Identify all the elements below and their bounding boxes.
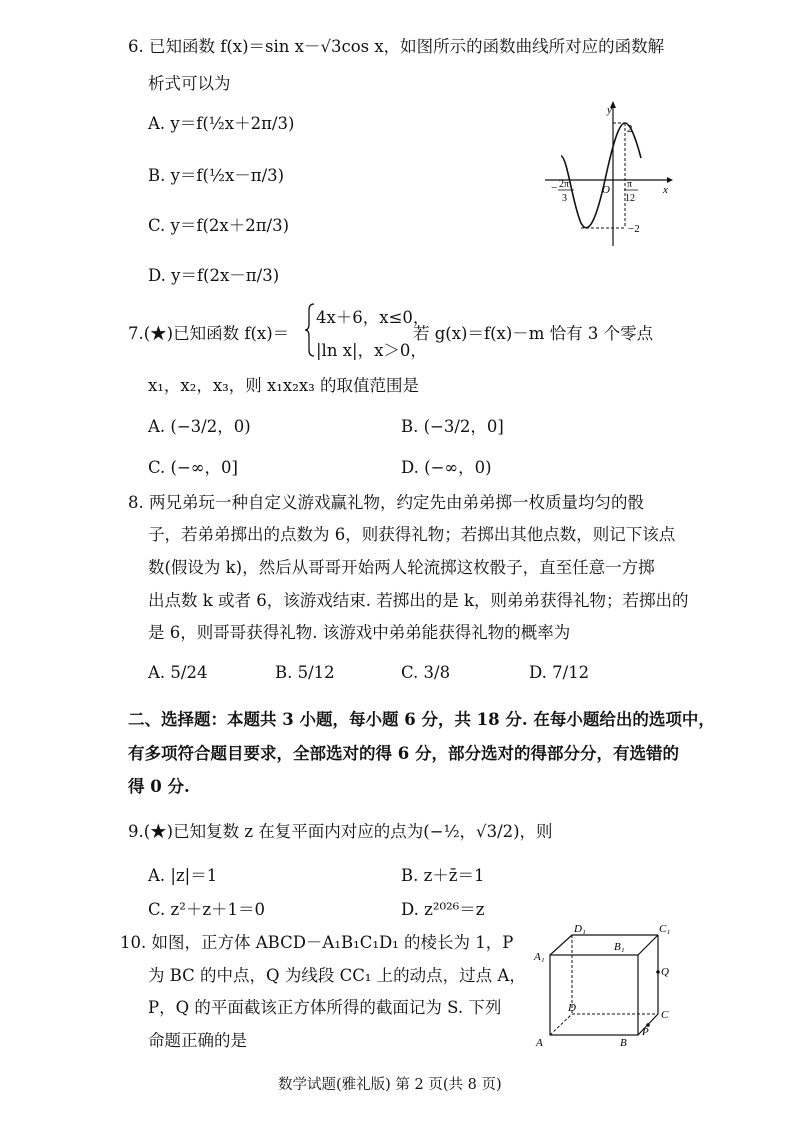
x-axis-label: x (663, 184, 668, 196)
q8-option-b: B. 5/12 (275, 663, 335, 682)
q6-stem-line2: 析式可以为 (148, 74, 231, 93)
y-max-label: 2 (627, 123, 633, 135)
q6-option-c: C. y＝f(2x＋2π/3) (148, 216, 290, 235)
x-right-numerator: π (627, 179, 633, 190)
x-left-denominator: 3 (562, 193, 567, 204)
label-p: P (642, 1026, 649, 1038)
label-b: B (620, 1037, 627, 1049)
q9-option-c: C. z²＋z＋1＝0 (148, 900, 266, 919)
section-2-line3: 得 0 分. (128, 777, 190, 796)
q8-stem-line3: 数(假设为 k)，然后从哥哥开始两人轮流掷这枚骰子，直至任意一方掷 (148, 558, 655, 577)
q7-option-d: D. (−∞，0) (401, 458, 492, 477)
hidden-edge-ad (550, 1014, 572, 1035)
q6-stem-line1: 6. 已知函数 f(x)＝sin x－√3cos x，如图所示的函数曲线所对应的函数解 (128, 37, 665, 56)
section-2-line2: 有多项符合题目要求，全部选对的得 6 分，部分选对的得部分分，有选错的 (128, 744, 679, 763)
q7-option-b: B. (−3/2，0] (401, 417, 504, 436)
q7-stem-line2: x₁，x₂，x₃，则 x₁x₂x₃ 的取值范围是 (148, 376, 420, 395)
label-c1: C₁ (659, 923, 671, 935)
label-c: C (661, 1009, 669, 1021)
label-q: Q (661, 966, 669, 978)
q6-option-b: B. y＝f(½x－π/3) (148, 166, 285, 185)
section-2-line1: 二、选择题：本题共 3 小题，每小题 6 分，共 18 分. 在每小题给出的选项中， (128, 710, 715, 729)
y-min-label: −2 (628, 223, 640, 235)
point-q (656, 970, 660, 974)
sine-curve (561, 123, 641, 228)
q10-stem-line3: P，Q 的平面截该正方体所得的截面记为 S. 下列 (148, 998, 502, 1017)
label-d1: D₁ (574, 923, 586, 935)
label-d: D (568, 1002, 576, 1014)
q8-stem-line2: 子，若弟弟掷出的点数为 6，则获得礼物；若掷出其他点数，则记下该点 (148, 525, 676, 544)
x-left-numerator: 2π (559, 179, 570, 190)
q10-stem-line1: 10. 如图，正方体 ABCD－A₁B₁C₁D₁ 的棱长为 1，P (120, 933, 514, 952)
x-left-minus: − (551, 182, 558, 194)
q9-option-a: A. |z|＝1 (148, 866, 218, 885)
y-axis-label: y (607, 104, 612, 116)
q9-option-d: D. z²⁰²⁶＝z (401, 900, 485, 919)
q8-stem-line5: 是 6，则哥哥获得礼物. 该游戏中弟弟能获得礼物的概率为 (148, 623, 571, 642)
label-a: A (536, 1037, 543, 1049)
q9-stem: 9.(★)已知复数 z 在复平面内对应的点为(−½，√3/2)，则 (128, 822, 553, 841)
q6-sine-graph (545, 98, 675, 248)
q8-stem-line4: 出点数 k 或者 6，该游戏结束. 若掷出的是 k，则弟弟获得礼物；若掷出的 (148, 591, 689, 610)
page-footer: 数学试题(雅礼版) 第 2 页(共 8 页) (278, 1077, 502, 1093)
piecewise-brace (304, 302, 316, 358)
cube-figure (530, 922, 680, 1050)
x-axis-arrow (667, 177, 673, 183)
q7-stem: 7.(★)已知函数 f(x)＝ (128, 324, 290, 343)
q10-stem-line2: 为 BC 的中点，Q 为线段 CC₁ 上的动点，过点 A， (148, 966, 526, 985)
q8-stem-line1: 8. 两兄弟玩一种自定义游戏赢礼物，约定先由弟弟掷一枚质量均匀的骰 (128, 493, 644, 512)
label-a1: A₁ (534, 951, 545, 963)
q8-option-a: A. 5/24 (148, 663, 208, 682)
q7-piece-2: |ln x|，x＞0， (316, 341, 427, 360)
q7-option-c: C. (−∞，0] (148, 458, 238, 477)
label-b1: B₁ (614, 941, 625, 953)
origin-label: O (602, 184, 610, 196)
q7-option-a: A. (−3/2，0) (148, 417, 251, 436)
q7-piece-1: 4x＋6，x≤0， (316, 308, 430, 327)
q9-option-b: B. z＋z̄＝1 (401, 866, 485, 885)
q8-option-c: C. 3/8 (401, 663, 451, 682)
q10-stem-line4: 命题正确的是 (148, 1031, 247, 1050)
q6-option-d: D. y＝f(2x－π/3) (148, 266, 280, 285)
x-right-denominator: 12 (625, 193, 635, 204)
q7-stem-tail: 若 g(x)＝f(x)－m 恰有 3 个零点 (413, 324, 654, 343)
q6-option-a: A. y＝f(½x＋2π/3) (148, 114, 295, 133)
q8-option-d: D. 7/12 (529, 663, 590, 682)
